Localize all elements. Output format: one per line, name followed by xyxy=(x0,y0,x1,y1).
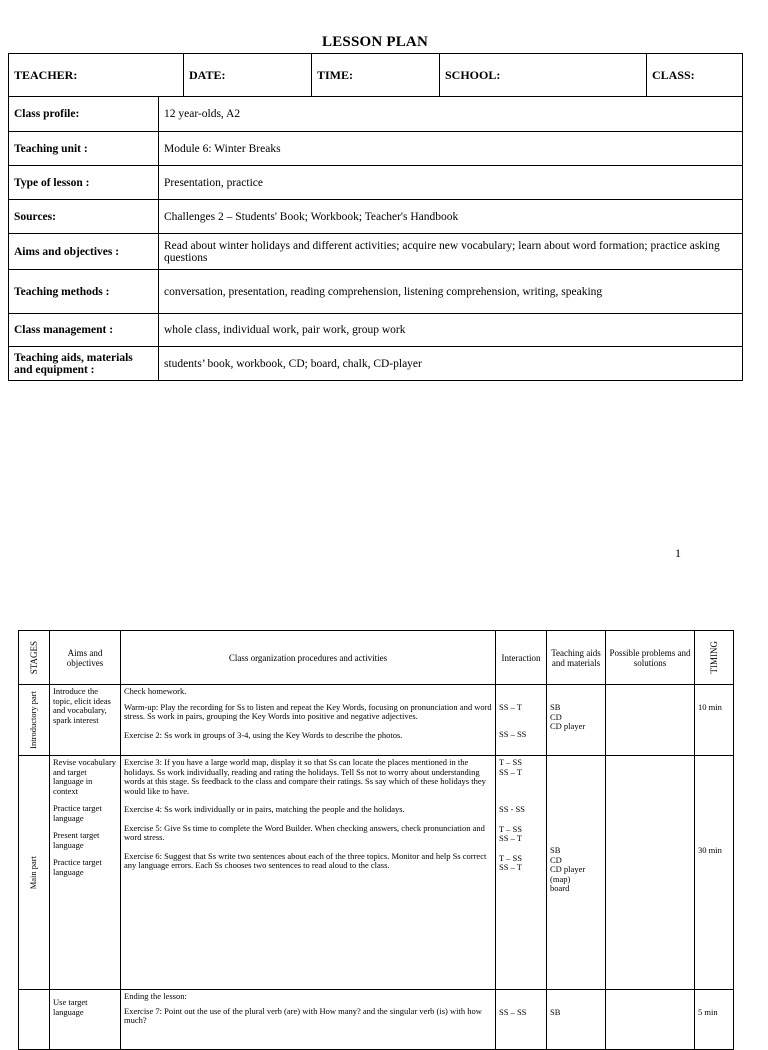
problems-cell xyxy=(606,990,695,1050)
info-value: 12 year-olds, A2 xyxy=(159,97,743,132)
info-label: Teaching methods : xyxy=(9,270,159,314)
aids-cell: SB xyxy=(547,990,606,1050)
info-label: Sources: xyxy=(9,200,159,234)
table-row xyxy=(19,685,734,756)
col-header-procedures: Class organization procedures and activities xyxy=(121,631,496,685)
problems-cell xyxy=(606,685,695,756)
stage-cell: Main part xyxy=(19,756,50,990)
date-field: DATE: xyxy=(184,54,312,97)
aims-cell: Introduce the topic, elicit ideas and vocabulary, spark interest xyxy=(50,685,121,756)
info-value: students’ book, workbook, CD; board, chalk, CD-player xyxy=(159,347,743,381)
page-title: LESSON PLAN xyxy=(322,34,428,50)
interaction-cell: SS – T SS – SS xyxy=(496,685,547,756)
interaction-cell: T – SS SS – T SS - SS T – SS SS – T T – SS SS – T xyxy=(496,756,547,990)
col-header-stages: STAGES xyxy=(19,631,50,685)
col-header-interaction: Interaction xyxy=(496,631,547,685)
aids-cell: SB CD CD player xyxy=(547,685,606,756)
stage-cell: Introductory part xyxy=(19,685,50,756)
table-row xyxy=(19,990,734,1050)
aims-cell: Revise vocabulary and target language in context Practice target language Present target language Practice target language xyxy=(50,756,121,990)
header-table xyxy=(8,53,743,97)
timing-cell: 5 min xyxy=(695,990,734,1050)
class-field: CLASS: xyxy=(647,54,743,97)
time-field: TIME: xyxy=(312,54,440,97)
stages-table xyxy=(18,630,734,1050)
stage-cell xyxy=(19,990,50,1050)
info-label: Class profile: xyxy=(9,97,159,132)
info-value: whole class, individual work, pair work, group work xyxy=(159,314,743,347)
info-label: Teaching aids, materials and equipment : xyxy=(9,347,159,381)
info-label: Type of lesson : xyxy=(9,166,159,200)
info-value: Module 6: Winter Breaks xyxy=(159,132,743,166)
page-number: 1 xyxy=(675,546,681,560)
col-header-aids: Teaching aids and materials xyxy=(547,631,606,685)
info-value: Presentation, practice xyxy=(159,166,743,200)
procedures-cell: Ending the lesson: Exercise 7: Point out the use of the plural verb (are) with How many? and the singular verb (is) with how much? xyxy=(121,990,496,1050)
info-value: conversation, presentation, reading comprehension, listening comprehension, writing, speaking xyxy=(159,270,743,314)
col-header-problems: Possible problems and solutions xyxy=(606,631,695,685)
table-row xyxy=(19,756,734,990)
interaction-cell: SS – SS xyxy=(496,990,547,1050)
info-table xyxy=(8,96,743,381)
teacher-field: TEACHER: xyxy=(9,54,184,97)
aims-cell: Use target language xyxy=(50,990,121,1050)
info-label: Class management : xyxy=(9,314,159,347)
timing-cell: 10 min xyxy=(695,685,734,756)
info-label: Teaching unit : xyxy=(9,132,159,166)
problems-cell xyxy=(606,756,695,990)
aids-cell: SB CD CD player (map) board xyxy=(547,756,606,990)
procedures-cell: Exercise 3: If you have a large world map, display it so that Ss can locate the places mentioned in the holidays. Ss work individually, reading and rating the holidays. Tell Ss not to worry about understanding words at this stage. Ss feedback to the class and compare their ratings. Ss say which of these holidays they would like to have. Exercise 4: Ss work individually or in pairs, matching the people and the holidays. Exercise 5: Give Ss time to complete the Word Builder. When checking answers, check pronunciation and word stress. Exercise 6: Suggest that Ss write two sentences about each of the three topics. Monitor and help Ss correct any language errors. Each Ss chooses two sentences to read aloud to the class. xyxy=(121,756,496,990)
col-header-timing: TIMING xyxy=(695,631,734,685)
col-header-aims: Aims and objectives xyxy=(50,631,121,685)
info-value: Challenges 2 – Students' Book; Workbook; Teacher's Handbook xyxy=(159,200,743,234)
timing-cell: 30 min xyxy=(695,756,734,990)
school-field: SCHOOL: xyxy=(440,54,647,97)
procedures-cell: Check homework. Warm-up: Play the recording for Ss to listen and repeat the Key Words, focusing on pronunciation and word stress. Ss work in pairs, grouping the Key Words into positive and negative adjectives. Exercise 2: Ss work in groups of 3-4, using the Key Words to describe the photos. xyxy=(121,685,496,756)
info-label: Aims and objectives : xyxy=(9,234,159,270)
info-value: Read about winter holidays and different activities; acquire new vocabulary; learn about word formation; practice asking questions xyxy=(159,234,743,270)
